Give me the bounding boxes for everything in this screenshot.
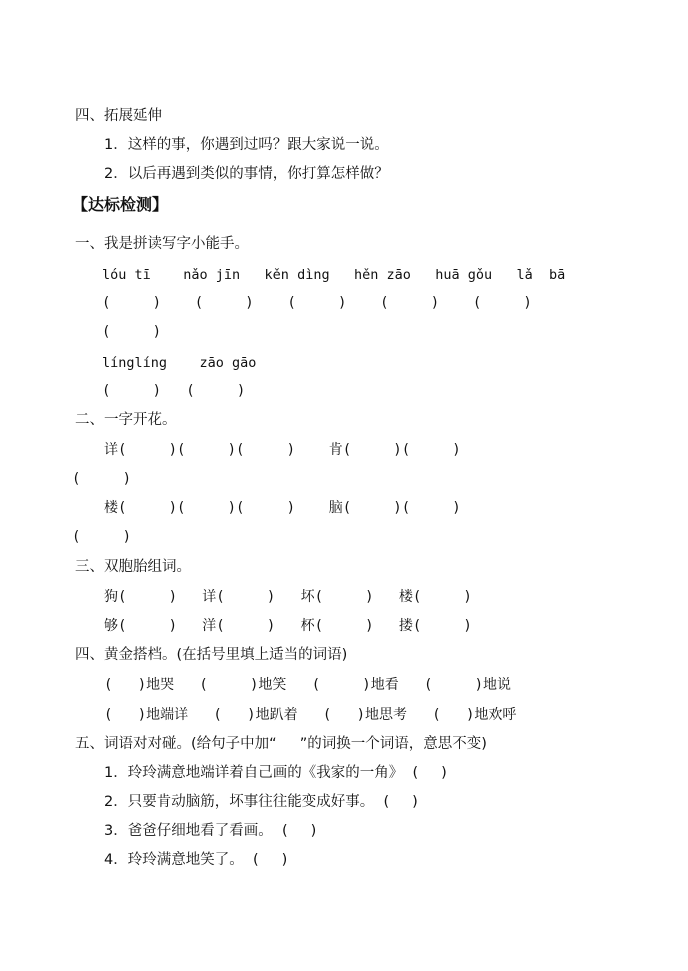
extend-question-1: 1．这样的事，你遇到过吗？跟大家说一说。 bbox=[104, 137, 389, 153]
section-1-title: 一、我是拼读写字小能手。 bbox=[75, 236, 249, 252]
blank-row-1b: ( ) bbox=[102, 324, 162, 340]
section-2-title: 二、一字开花。 bbox=[75, 412, 177, 428]
blank-row-2: ( ) ( ) bbox=[102, 383, 246, 399]
twin-row-1: 狗( ) 详( ) 坏( ) 楼( ) bbox=[104, 589, 472, 605]
flower-row-1: 详( )( )( ) 肯( )( ) bbox=[104, 442, 461, 458]
twin-row-2: 够( ) 洋( ) 杯( ) 搂( ) bbox=[104, 618, 472, 634]
extend-question-2: 2．以后再遇到类似的事情，你打算怎样做？ bbox=[104, 166, 389, 182]
section-4-title: 四、黄金搭档。(在括号里填上适当的词语) bbox=[75, 647, 348, 663]
partner-row-1: ( )地哭 ( )地笑 ( )地看 ( )地说 bbox=[104, 677, 512, 693]
pinyin-row-2: línglíng zāo gāo bbox=[102, 355, 257, 371]
section-3-title: 三、双胞胎组词。 bbox=[75, 559, 191, 575]
flower-row-2: 楼( )( )( ) 脑( )( ) bbox=[104, 500, 461, 516]
synonym-question-1: 1．玲玲满意地端详着自己画的《我家的一角》 ( ) bbox=[104, 765, 447, 781]
synonym-question-4: 4．玲玲满意地笑了。 ( ) bbox=[104, 852, 288, 868]
section-5-title: 五、词语对对碰。(给句子中加“ ”的词换一个词语，意思不变) bbox=[75, 736, 487, 752]
synonym-question-3: 3．爸爸仔细地看了看画。 ( ) bbox=[104, 823, 317, 839]
flower-row-1b: ( ) bbox=[72, 471, 132, 487]
extend-title: 四、拓展延伸 bbox=[75, 108, 162, 124]
blank-row-1: ( ) ( ) ( ) ( ) ( ) bbox=[102, 295, 532, 311]
synonym-question-2: 2．只要肯动脑筋，坏事往往能变成好事。 ( ) bbox=[104, 794, 418, 810]
partner-row-2: ( )地端详 ( )地趴着 ( )地思考 ( )地欢呼 bbox=[104, 707, 517, 723]
flower-row-2b: ( ) bbox=[72, 529, 132, 545]
check-title: 【达标检测】 bbox=[72, 195, 169, 214]
pinyin-row-1: lóu tī nǎo jīn kěn dìng hěn zāo huā gǒu lǎ bā bbox=[102, 267, 566, 283]
